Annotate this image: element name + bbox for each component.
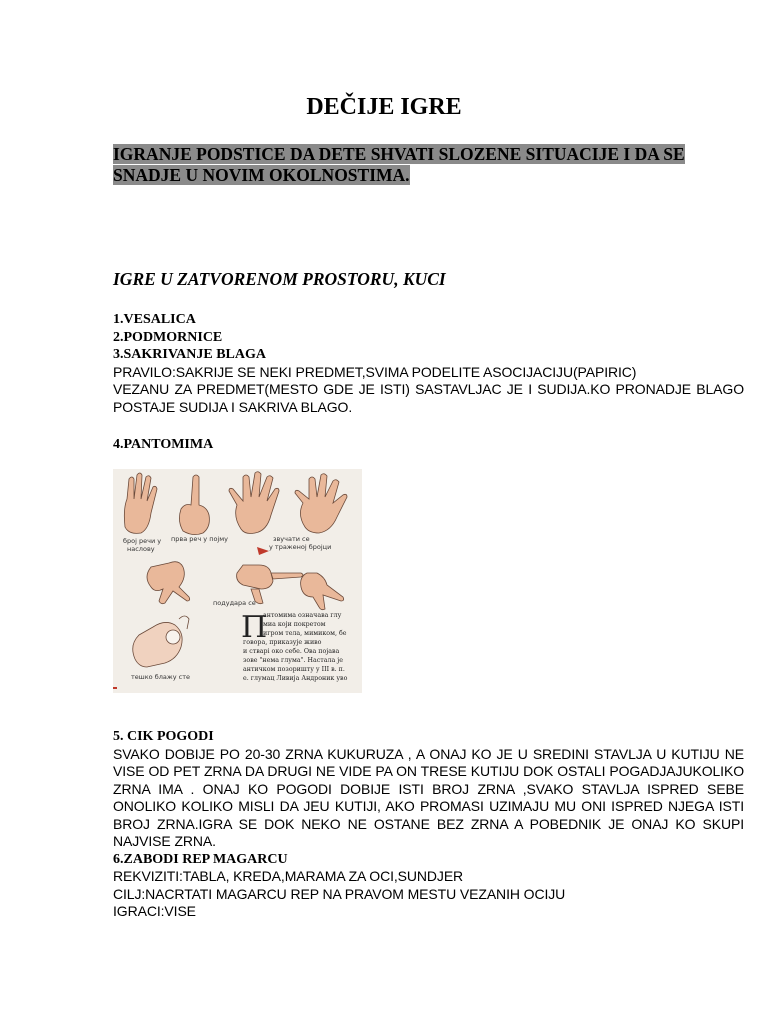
hand-sign-ok	[133, 616, 189, 667]
figure-text-line: миа који покретом	[263, 621, 326, 628]
game-heading-zabodi-rep: 6.ZABODI REP MAGARCU	[113, 851, 288, 867]
section-heading: IGRE U ZATVORENOM PROSTORU, KUCI	[113, 269, 446, 289]
page-title: DEČIJE IGRE	[306, 94, 462, 120]
game-rule-line: PRAVILO:SAKRIJE SE NEKI PREDMET,SVIMA PODELITE ASOCIJACIJU(PAPIRIC)	[113, 363, 637, 380]
game-heading-vesalica: 1.VESALICA	[113, 312, 196, 327]
game-requisites: REKVIZITI:TABLA, KREDA,MARAMA ZA OCI,SUNDJER	[113, 868, 464, 884]
game-rule-text: VEZANU ZA PREDMET(MESTO GDE JE ISTI) SASTAVLJAC JE I SUDIJA.KO PRONADJE BLAGO POSTAJE SUDIJA I SAKRIVA BLAGO.	[113, 381, 744, 415]
caption-sounds-2: у траженој бројци	[269, 543, 332, 551]
intro-highlight	[113, 144, 713, 186]
figure-text-line: антомима означава глу	[263, 612, 342, 619]
caption-close: тешко блажу сте	[131, 673, 190, 681]
games-block-3	[113, 728, 744, 921]
caption-sounds: звучати се	[273, 535, 310, 543]
game-heading-podmornice: 2.PODMORNICE	[113, 329, 223, 345]
games-block-2	[113, 436, 744, 454]
game-heading-pantomima: 4.PANTOMIMA	[113, 437, 214, 452]
game-cik-pogodi-text: SVAKO DOBIJE PO 20-30 ZRNA KUKURUZA , A ONAJ KO JE U SREDINI STAVLJA U KUTIJU NE VISE OD PET ZRNA DA DRUGI NE VIDE PA ON TRESE KUTIJU DOK OSTALI POGADJAJUKOLIKO ZRNA IMA . ONAJ KO POGODI DOBIJE ISTI BROJ ZRNA ,SVAKO STAVLJA ISPRED SEBE ONOLIKO KOLIKO MISLI DA JEU KUTIJI, AKO PROMASI UZIMAJU MU ONI ISPRED NJEGA ISTI BROJ ZRNA.IGRA SE DOK NEKO NE OSTANE BEZ ZRNA A POBEDNIK JE ONAJ KO SKUPI NAJVISE ZRNA.	[113, 745, 744, 849]
figure-text-line: и стварi око себе. Ова појава	[243, 648, 340, 655]
game-heading-sakrivanje-blaga: 3.SAKRIVANJE BLAGA	[113, 347, 266, 362]
game-goal: CILJ:NACRTATI MAGARCU REP NA PRAVOM MESTU VEZANIH OCIJU	[113, 885, 566, 902]
figure-text-line: е. глумац Ливија Андроник уво	[243, 675, 348, 682]
red-arrow-icon	[257, 547, 269, 555]
caption-matches: подудара се	[213, 599, 256, 607]
hand-sign-row-top	[124, 472, 347, 535]
caption-word-count: број речи у	[123, 537, 162, 545]
hand-signs-image	[113, 469, 362, 693]
figure-text-line: античком позоришту у III в. п.	[243, 666, 345, 673]
games-block-1	[113, 311, 744, 416]
figure-text-line: говора, приказује живо	[243, 639, 322, 646]
pantomime-illustration	[113, 469, 362, 693]
intro-line-1: IGRANJE PODSTICE DA DETE SHVATI SLOZENE SITUACIJE I DA SE	[113, 144, 685, 164]
intro-line-2: SNADJE U NOVIM OKOLNOSTIMA.	[113, 165, 410, 185]
drop-cap: П	[241, 610, 268, 645]
figure-text-line: игром тела, мимиком, бе	[263, 630, 347, 637]
game-heading-cik-pogodi: 5. CIK POGODI	[113, 729, 214, 744]
figure-text-line: зове "нема глума". Настала је	[243, 657, 343, 664]
caption-first-word: прва реч у појму	[171, 535, 228, 543]
game-players: IGRACI:VISE	[113, 903, 196, 919]
caption-word-count-2: наслову	[127, 545, 155, 553]
red-mark	[113, 687, 117, 689]
